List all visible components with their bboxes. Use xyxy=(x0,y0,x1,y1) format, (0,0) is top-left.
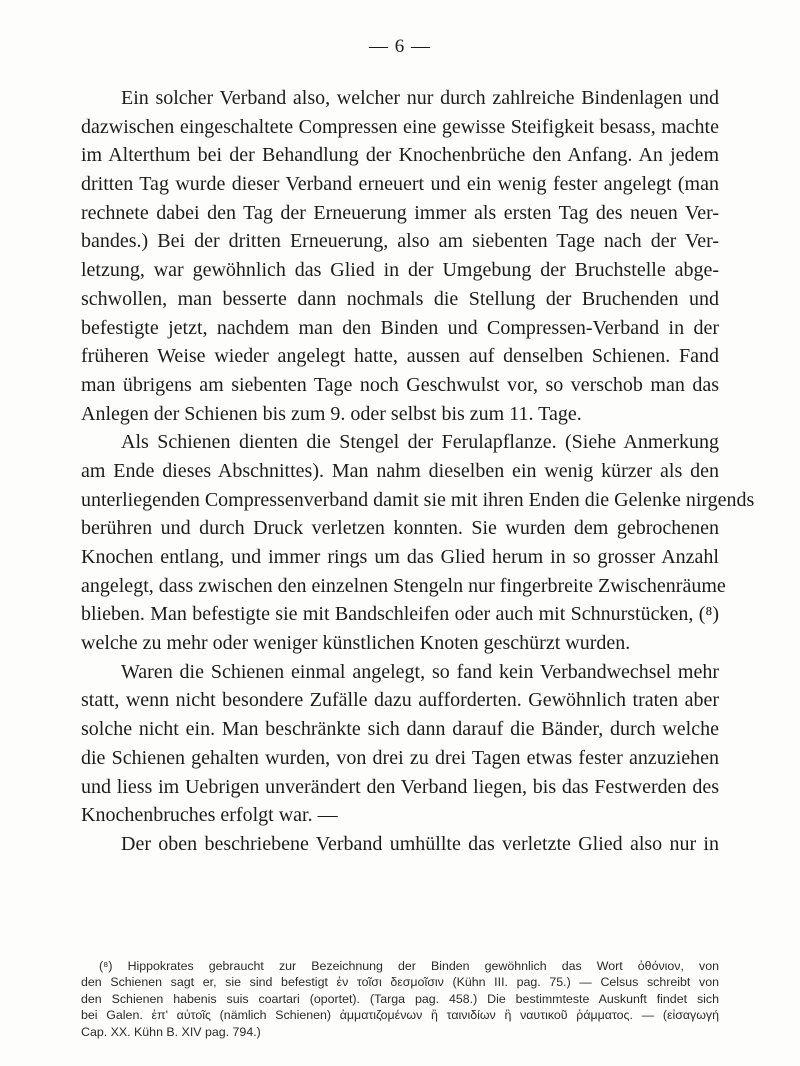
text-line: Knochen entlang, und immer rings um das Glied herum in so grosser Anzahl xyxy=(81,546,719,568)
body-text xyxy=(81,84,755,859)
page-number: — 6 — xyxy=(369,36,431,57)
text-line: Waren die Schienen einmal angelegt, so fand kein Verbandwechsel mehr xyxy=(121,660,719,683)
text-line: Als Schienen dienten die Stengel der Ferulapflanze. (Siehe Anmerkung xyxy=(121,431,719,454)
paragraph-2 xyxy=(81,428,755,658)
text-line: blieben. Man befestigte sie mit Bandschleifen oder auch mit Schnurstücken, (⁸) xyxy=(81,603,719,626)
paragraph-1 xyxy=(81,84,719,428)
text-line: dritten Tag wurde dieser Verband erneuert und ein wenig fester angelegt (man xyxy=(81,173,719,196)
text-line: solche nicht ein. Man beschränkte sich dann darauf die Bänder, durch welche xyxy=(81,718,719,741)
text-line: welche zu mehr oder weniger künstlichen Knoten geschürzt wurden. xyxy=(81,632,631,655)
footnote xyxy=(81,958,719,1040)
text-line: Knochenbruches erfolgt war. — xyxy=(81,804,338,827)
text-line: die Schienen gehalten wurden, von drei zu drei Tagen etwas fester anzuziehen xyxy=(81,746,719,769)
footnote-line: den Schienen habenis suis coartari (oportet). (Targa pag. 458.) Die bestimmteste Auskunft findet sich xyxy=(81,991,719,1006)
text-line: und liess im Uebrigen unverändert den Verband liegen, bis das Festwerden des xyxy=(81,775,719,798)
text-line: befestigte jetzt, nachdem man den Binden und Compressen-Verband in der xyxy=(81,316,719,339)
text-line: Der oben beschriebene Verband umhüllte das verletzte Glied also nur in xyxy=(121,832,719,855)
text-line: rechnete dabei den Tag der Erneuerung immer als ersten Tag des neuen Ver- xyxy=(81,201,719,224)
text-line: dazwischen eingeschaltete Compressen eine gewisse Steifigkeit besass, machte xyxy=(81,115,719,138)
footnote-line: den Schienen sagt er, sie sind befestigt ἐν τοῖσι δεσμοῖσιν (Kühn III. pag. 75.) — Celsus schreibt von xyxy=(81,975,719,990)
text-line: unterliegenden Compressenverband damit sie mit ihren Enden die Gelenke nirgends xyxy=(81,488,755,511)
paragraph-4 xyxy=(81,830,719,859)
text-line: am Ende dieses Abschnittes). Man nahm dieselben ein wenig kürzer als den xyxy=(81,459,719,482)
text-line: schwollen, man besserte dann nochmals die Stellung der Bruchenden und xyxy=(81,287,719,310)
text-line: bandes.) Bei der dritten Erneuerung, also am siebenten Tage nach der Ver- xyxy=(81,230,719,253)
text-line: früheren Weise wieder angelegt hatte, aussen auf denselben Schienen. Fand xyxy=(81,345,719,368)
text-line: man übrigens am siebenten Tage noch Geschwulst vor, so verschob man das xyxy=(81,373,719,396)
paragraph-3 xyxy=(81,658,719,830)
text-line: statt, wenn nicht besondere Zufälle dazu aufforderten. Gewöhnlich traten aber xyxy=(81,689,719,712)
text-line: berühren und durch Druck verletzen konnten. Sie wurden dem gebrochenen xyxy=(81,517,719,540)
footnote-line: (⁸) Hippokrates gebraucht zur Bezeichnung der Binden gewöhnlich das Wort ὀθόνιον, von xyxy=(99,959,719,973)
text-line: Ein solcher Verband also, welcher nur durch zahlreiche Bindenlagen und xyxy=(121,87,719,109)
text-line: letzung, war gewöhnlich das Glied in der Umgebung der Bruchstelle abge- xyxy=(81,259,719,282)
text-line: im Alterthum bei der Behandlung der Knochenbrüche den Anfang. An jedem xyxy=(81,144,719,167)
footnote-line: bei Galen. ἐπ' αὐτοῖς (nämlich Schienen) ἀμματιζομένων ἢ ταινιδίων ἢ ναυτικοῦ ῥάμματος. — (εἰσαγωγή xyxy=(81,1008,719,1023)
footnote-line: Cap. XX. Kühn B. XIV pag. 794.) xyxy=(81,1024,261,1039)
text-line: angelegt, dass zwischen den einzelnen Stengeln nur fingerbreite Zwischenräume xyxy=(81,574,726,597)
text-line: Anlegen der Schienen bis zum 9. oder selbst bis zum 11. Tage. xyxy=(81,402,582,425)
